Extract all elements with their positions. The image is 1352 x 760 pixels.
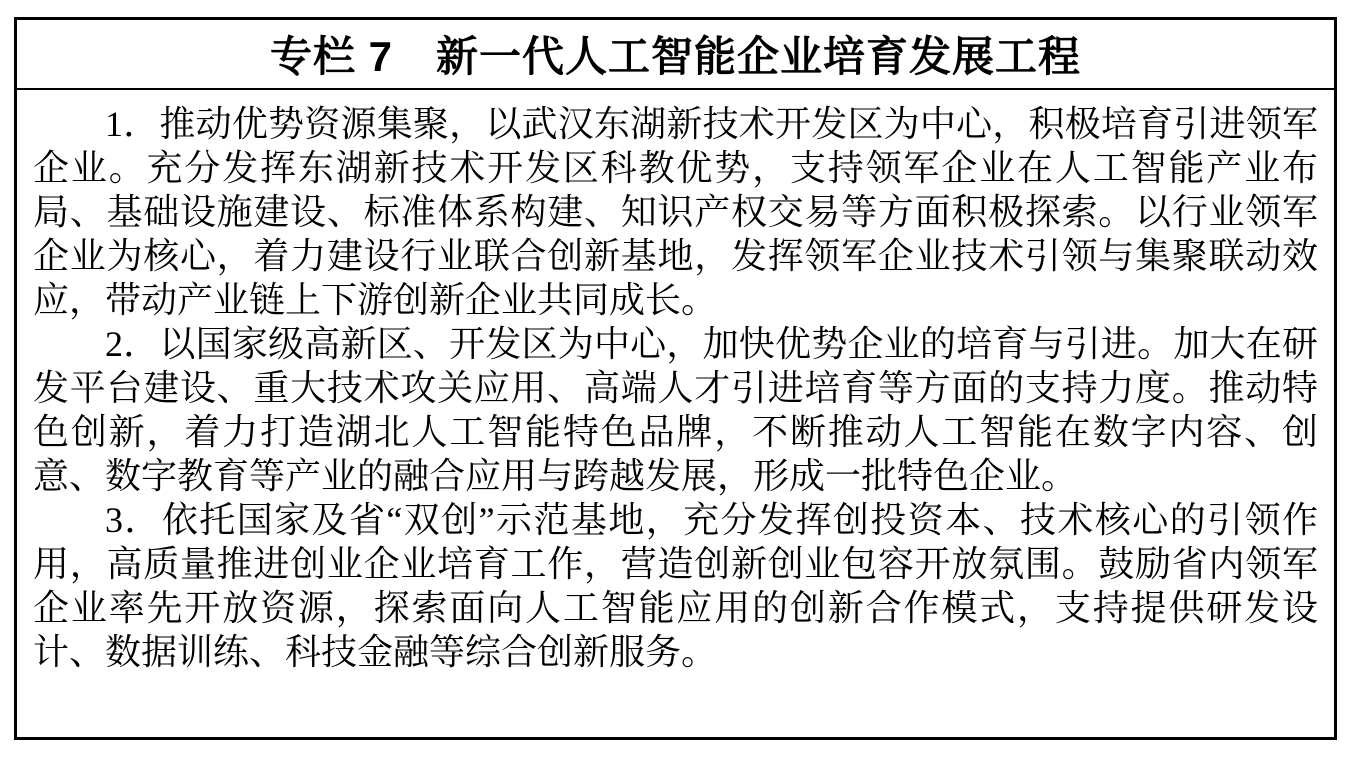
panel-body xyxy=(17,90,1334,674)
panel-paragraph-1: 1．推动优势资源集聚，以武汉东湖新技术开发区为中心，积极培育引进领军企业。充分发挥东湖新技术开发区科教优势，支持领军企业在人工智能产业布局、基础设施建设、标准体系构建、知识产权交易等方面积极探索。以行业领军企业为核心，着力建设行业联合创新基地，发挥领军企业技术引领与集聚联动效应，带动产业链上下游创新企业共同成长。 xyxy=(33,104,1318,320)
panel-paragraph-3: 3．依托国家及省“双创”示范基地，充分发挥创投资本、技术核心的引领作用，高质量推进创业企业培育工作，营造创新创业包容开放氛围。鼓励省内领军企业率先开放资源，探索面向人工智能应用的创新合作模式，支持提供研发设计、数据训练、科技金融等综合创新服务。 xyxy=(33,500,1318,672)
panel-title: 专栏 7 新一代人工智能企业培育发展工程 xyxy=(17,20,1334,90)
panel-paragraph-2: 2．以国家级高新区、开发区为中心，加快优势企业的培育与引进。加大在研发平台建设、重大技术攻关应用、高端人才引进培育等方面的支持力度。推动特色创新，着力打造湖北人工智能特色品牌，不断推动人工智能在数字内容、创意、数字教育等产业的融合应用与跨越发展，形成一批特色企业。 xyxy=(33,324,1318,496)
boxed-panel xyxy=(14,17,1337,740)
